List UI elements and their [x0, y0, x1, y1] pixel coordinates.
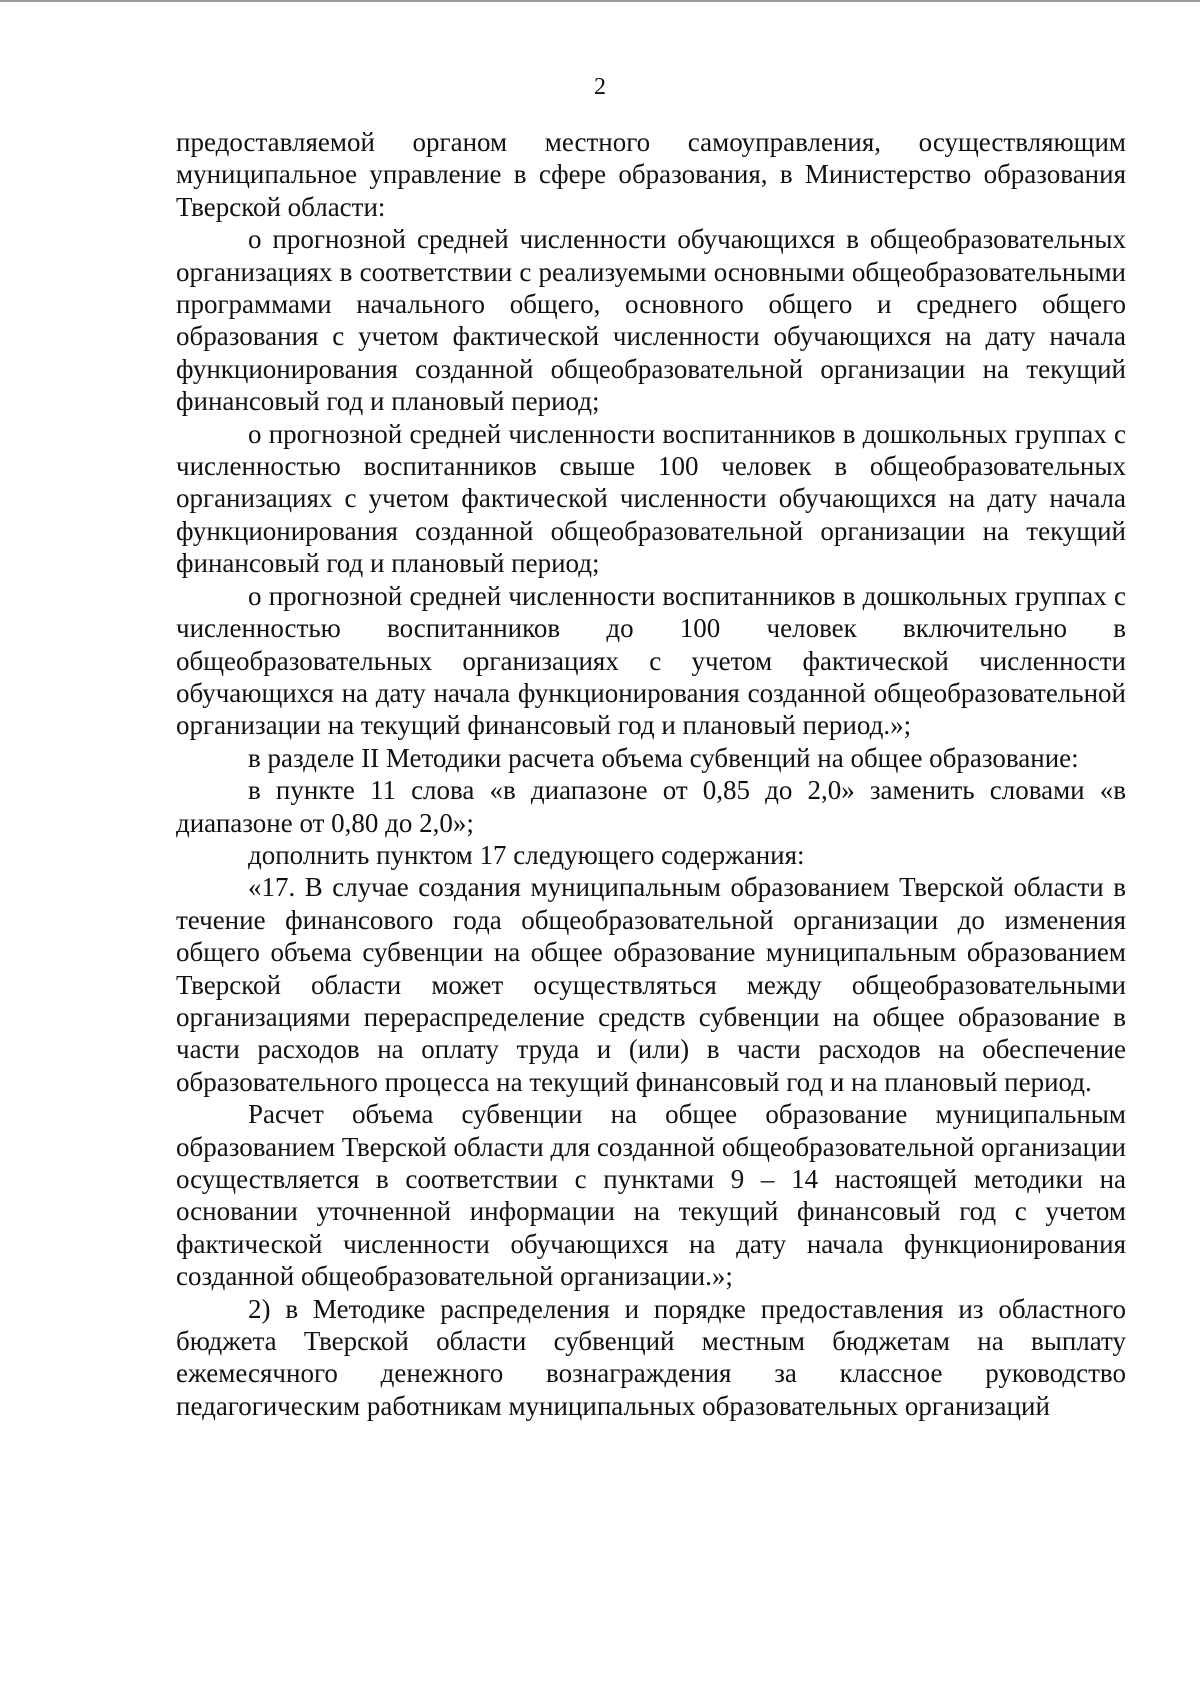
paragraph: Расчет объема субвенции на общее образование муниципальным образованием Тверской области для созданной общеобразовательной организации осуществляется в соответствии с пунктами 9 – 14 настоящей методики на основании уточненной информации на текущий финансовый год с учетом фактической численности обучающихся на дату начала функционирования созданной общеобразовательной организации.»;	[176, 1099, 1126, 1292]
paragraph: в разделе II Методики расчета объема субвенций на общее образование:	[248, 742, 1079, 773]
paragraph: предоставляемой органом местного самоуправления, осуществляющим муниципальное управление в сфере образования, в Министерство образования Тверской области:	[176, 127, 1126, 222]
document-body	[176, 126, 1126, 1422]
paragraph: «17. В случае создания муниципальным образованием Тверской области в течение финансового года общеобразовательной организации до изменения общего объема субвенции на общее образование муниципальным образованием Тверской области может осуществляться между общеобразовательными организациями перераспределение средств субвенции на общее образование в части расходов на оплату труда и (или) в части расходов на обеспечение образовательного процесса на текущий финансовый год и на плановый период.	[176, 872, 1126, 1097]
paragraph: о прогнозной средней численности воспитанников в дошкольных группах с численностью воспитанников свыше 100 человек в общеобразовательных организациях с учетом фактической численности обучающихся на дату начала функционирования созданной общеобразовательной организации на текущий финансовый год и плановый период;	[176, 418, 1126, 579]
page-top-edge	[0, 0, 1200, 2]
paragraph: дополнить пунктом 17 следующего содержания:	[248, 839, 805, 870]
paragraph: о прогнозной средней численности обучающихся в общеобразовательных организациях в соответствии с реализуемыми основными общеобразовательными программами начального общего, основного общего и среднего общего образования с учетом фактической численности обучающихся на дату начала функционирования созданной общеобразовательной организации на текущий финансовый год и плановый период;	[176, 224, 1126, 417]
page-number: 2	[594, 74, 606, 100]
paragraph: о прогнозной средней численности воспитанников в дошкольных группах с численностью воспитанников до 100 человек включительно в общеобразовательных организациях с учетом фактической численности обучающихся на дату начала функционирования созданной общеобразовательной организации на текущий финансовый год и плановый период.»;	[176, 580, 1126, 741]
paragraph: 2) в Методике распределения и порядке предоставления из областного бюджета Тверской области субвенций местным бюджетам на выплату ежемесячного денежного вознаграждения за классное руководство педагогическим работникам муниципальных образовательных организаций	[176, 1293, 1126, 1421]
paragraph: в пункте 11 слова «в диапазоне от 0,85 до 2,0» заменить словами «в диапазоне от 0,80 до 2,0»;	[176, 775, 1126, 838]
